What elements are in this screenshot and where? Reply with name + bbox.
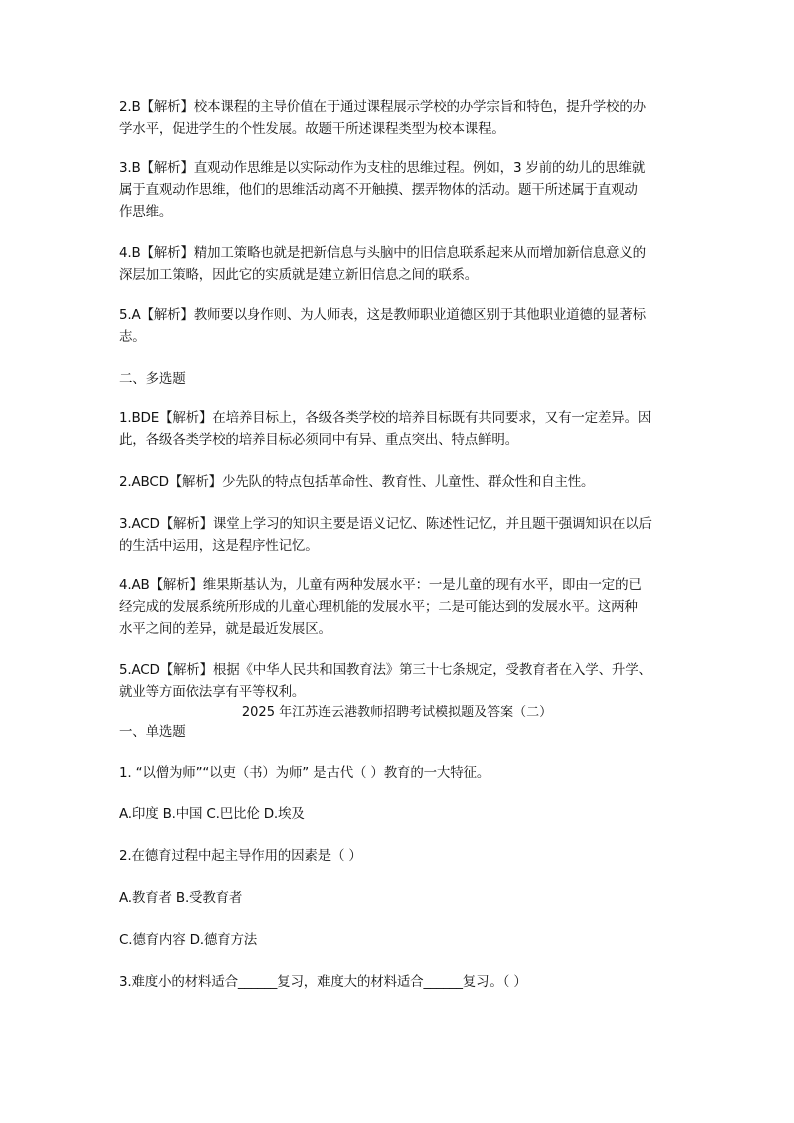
text-line: 的生活中运用，这是程序性记忆。 <box>119 538 319 554</box>
analysis-paragraph <box>119 96 679 140</box>
text-line: 5.A【解析】教师要以身作则、为人师表，这是教师职业道德区别于其他职业道德的显著标 <box>119 307 646 323</box>
text-line: 4.B【解析】精加工策略也就是把新信息与头脑中的旧信息联系起来从而增加新信息意义的 <box>119 245 646 261</box>
analysis-paragraph <box>119 513 679 557</box>
section-heading: 一、单选题 <box>119 724 186 740</box>
analysis-paragraph <box>119 407 679 451</box>
text-line: 经完成的发展系统所形成的儿童心理机能的发展水平；二是可能达到的发展水平。这两种 <box>119 599 638 615</box>
text-line: 5.ACD【解析】根据《中华人民共和国教育法》第三十七条规定，受教育者在入学、升学、 <box>119 662 652 678</box>
text-line: 学水平，促进学生的个性发展。故题干所述课程类型为校本课程。 <box>119 121 505 137</box>
analysis-paragraph <box>119 659 679 703</box>
text-line: 水平之间的差异，就是最近发展区。 <box>119 621 332 637</box>
question-options: A.教育者 B.受教育者 <box>119 890 243 906</box>
analysis-paragraph <box>119 304 679 348</box>
text-line: 3.B【解析】直观动作思维是以实际动作为支柱的思维过程。例如，3 岁前的幼儿的思维就 <box>119 160 646 176</box>
analysis-paragraph <box>119 157 679 223</box>
text-line: 属于直观动作思维，他们的思维活动离不开触摸、摆弄物体的活动。题干所述属于直观动 <box>119 182 638 198</box>
text-line: 1.BDE【解析】在培养目标上，各级各类学校的培养目标既有共同要求，又有一定差异。因 <box>119 410 652 426</box>
analysis-paragraph <box>119 242 679 286</box>
question-text: 2.在德育过程中起主导作用的因素是（ ） <box>119 848 362 864</box>
question-options: A.印度 B.中国 C.巴比伦 D.埃及 <box>119 806 305 822</box>
text-line: 深层加工策略，因此它的实质就是建立新旧信息之间的联系。 <box>119 267 479 283</box>
text-line: 志。 <box>119 329 146 345</box>
text-line: 作思维。 <box>119 204 173 220</box>
analysis-paragraph <box>119 574 679 640</box>
text-line: 就业等方面依法享有平等权利。 <box>119 684 306 700</box>
section-heading: 二、多选题 <box>119 371 186 387</box>
text-line: 3.ACD【解析】课堂上学习的知识主要是语义记忆、陈述性记忆，并且题干强调知识在以后 <box>119 516 652 532</box>
analysis-paragraph <box>119 471 679 493</box>
question-text: 1. “以僧为师”“以吏（书）为师” 是古代（ ）教育的一大特征。 <box>119 765 491 781</box>
text-line: 2.B【解析】校本课程的主导价值在于通过课程展示学校的办学宗旨和特色，提升学校的办 <box>119 99 646 115</box>
exam-title: 2025 年江苏连云港教师招聘考试模拟题及答案（二） <box>241 705 553 720</box>
text-line: 4.AB【解析】维果斯基认为，儿童有两种发展水平：一是儿童的现有水平，即由一定的已 <box>119 577 642 593</box>
question-options: C.德育内容 D.德育方法 <box>119 932 258 948</box>
text-line: 此，各级各类学校的培养目标必须同中有异、重点突出、特点鲜明。 <box>119 432 518 448</box>
question-text: 3.难度小的材料适合______复习，难度大的材料适合______复习。（ ） <box>119 974 527 990</box>
text-line: 2.ABCD【解析】少先队的特点包括革命性、教育性、儿童性、群众性和自主性。 <box>119 474 595 490</box>
